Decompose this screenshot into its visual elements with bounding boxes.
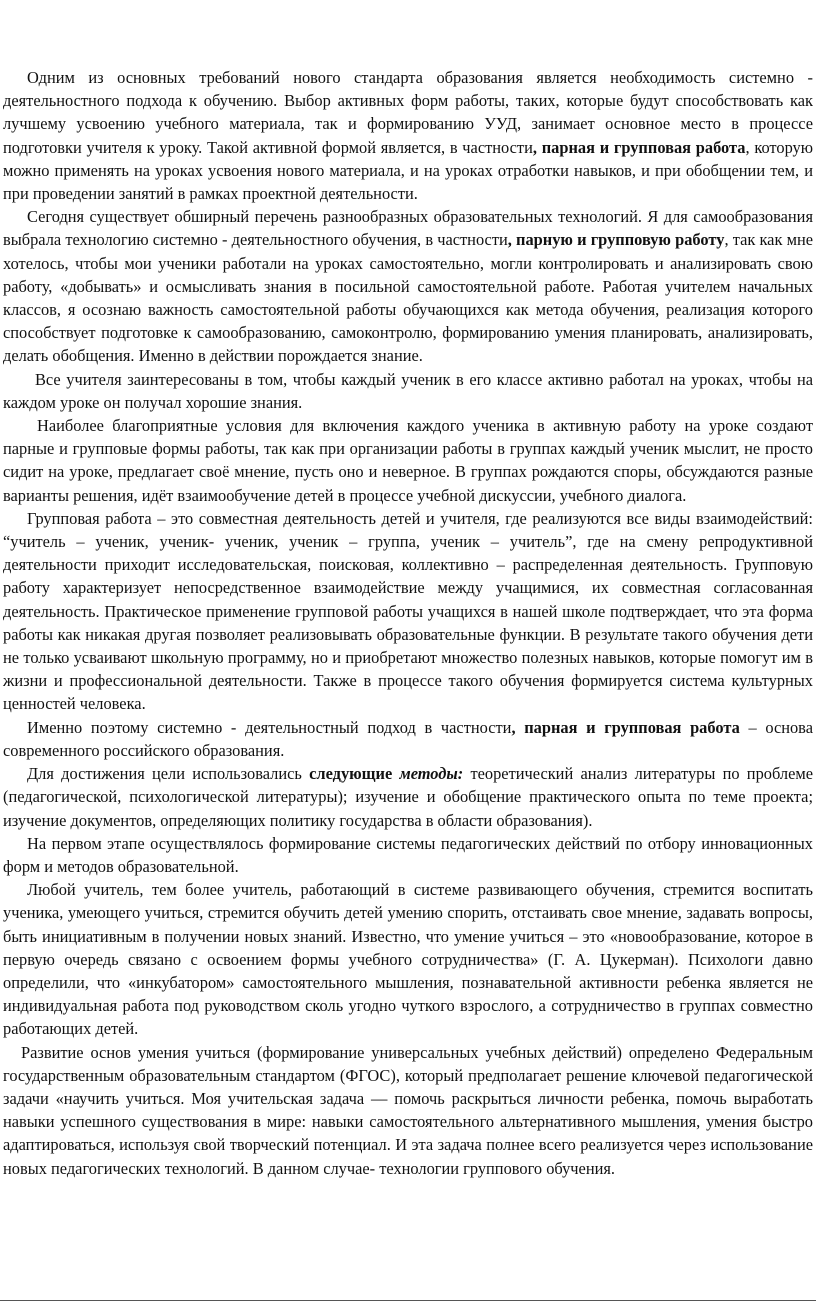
italic-text: :: [457, 764, 464, 784]
bold-text: , парная и групповая работа: [511, 717, 740, 737]
text-run: , так как мне хотелось, чтобы мои ученики работали на уроках самостоятельно, могли контролировать и анализировать свою работу, «добывать» и осмысливать знания в посильной самостоятельной работе. Работая учителем начальных классов, я осознаю важность самостоятельной работы обучающихся как метода обучения, реализация которого способствует подготовке к самообразованию, самоконтролю, формированию умения планировать, анализировать, делать обобщения. Именно в действии порождается знание.: [3, 230, 814, 366]
bold-text: следующие: [309, 764, 393, 784]
paragraph: [3, 762, 813, 832]
paragraph: [3, 832, 813, 878]
text-run: Все учителя заинтересованы в том, чтобы каждый ученик в его классе активно работал на уроках, чтобы на каждом уроке он получал хорошие знания.: [3, 369, 813, 412]
text-run: Именно поэтому системно - деятельностный подход в частности: [27, 717, 512, 737]
paragraph: [3, 205, 813, 367]
document-body: [3, 66, 813, 1180]
text-run: Групповая работа – это совместная деятельность детей и учителя, где реализуются все виды взаимодействий: “учитель – ученик, ученик- ученик, ученик – группа, ученик – учитель”, где на смену репродуктивной деятельности приходит исследовательская, поисковая, коллективно – распределенная деятельность. Групповую работу характеризует непосредственное взаимодействие между учащимися, их совместная согласованная деятельность. Практическое применение групповой работы учащихся в нашей школе подтверждает, что эта форма работы как никакая другая позволяет реализовывать образовательные функции. В результате такого обучения дети не только усваивают школьную программу, но и приобретают множество полезных навыков, которые помогут им в жизни и профессиональной деятельности. Также в процессе такого обучения формируется система культурных ценностей человека.: [3, 508, 813, 714]
paragraph: [3, 878, 813, 1040]
bold-text: , парную и групповую работу: [507, 230, 725, 250]
text-run: теоретический анализ литературы по проблеме (педагогической, психологической литературы); изучение и обобщение практического опыта по теме проекта; изучение документов, определяющих политику государства в области образования).: [3, 764, 813, 830]
paragraph: [3, 66, 813, 205]
text-run: , которую можно применять на уроках усвоения нового материала, и на уроках отработки навыков, и при обобщении тем, и при проведении занятий в рамках проектной деятельности.: [3, 137, 813, 204]
emphasis-text: методы: [399, 764, 458, 784]
bold-text: , парная и групповая работа: [532, 137, 746, 157]
text-run: Любой учитель, тем более учитель, работающий в системе развивающего обучения, стремится воспитать ученика, умеющего учиться, стремится обучить детей умению спорить, отстаивать свое мнение, задавать вопросы, быть инициативным в получении новых знаний. Известно, что умение учиться – это «новообразование, которое в первую очередь связано с освоением формы учебного сотрудничества» (Г. А. Цукерман). Психологи давно определили, что «инкубатором» самостоятельного мышления, познавательной активности ребенка является не индивидуальная работа под руководством сколь угодно чуткого взрослого, а сотрудничество в группах совместно работающих детей.: [3, 880, 813, 1039]
paragraph: [3, 414, 813, 507]
text-run: На первом этапе осуществлялось формирование системы педагогических действий по отбору инновационных форм и методов образовательной.: [3, 833, 813, 876]
paragraph: [3, 1041, 813, 1180]
text-run: Наиболее благоприятные условия для включения каждого ученика в активную работу на уроке создают парные и групповые формы работы, так как при организации работы в группах каждый ученик мыслит, не просто сидит на уроке, предлагает своё мнение, пусть оно и неверное. В группах рождаются споры, обсуждаются разные варианты решения, идёт взаимообучение детей в процессе учебной дискуссии, учебного диалога.: [3, 416, 813, 505]
bottom-divider: [0, 1300, 816, 1301]
paragraph: [3, 507, 813, 716]
text-run: Сегодня существует обширный перечень разнообразных образовательных технологий. Я для самообразования выбрала технологию системно - деятельностного обучения, в частности: [3, 207, 813, 250]
text-run: Одним из основных требований нового стандарта образования является необходимость системно - деятельностного подхода к обучению. Выбор активных форм работы, таких, которые будут способствовать как лучшему усвоению учебного материала, так и формированию УУД, занимает основное место в процессе подготовки учителя к уроку. Такой активной формой является, в частности: [3, 68, 813, 157]
bold-text: [399, 764, 457, 783]
text-run: – основа современного российского образования.: [3, 717, 813, 760]
paragraph: [3, 368, 813, 414]
text-run: Для достижения цели использовались: [27, 764, 310, 784]
text-run: Развитие основ умения учиться (формирование универсальных учебных действий) определено Федеральным государственным образовательным стандартом (ФГОС), который предполагает решение ключевой педагогической задачи «научить учиться. Моя учительская задача — помочь раскрыться личности ребенка, помочь выработать навыки успешного существования в мире: навыки самостоятельного альтернативного мышления, умения быстро адаптироваться, используя свой творческий потенциал. И эта задача полнее всего реализуется через использование новых педагогических технологий. В данном случае- технологии группового обучения.: [3, 1042, 813, 1178]
paragraph: [3, 716, 813, 762]
